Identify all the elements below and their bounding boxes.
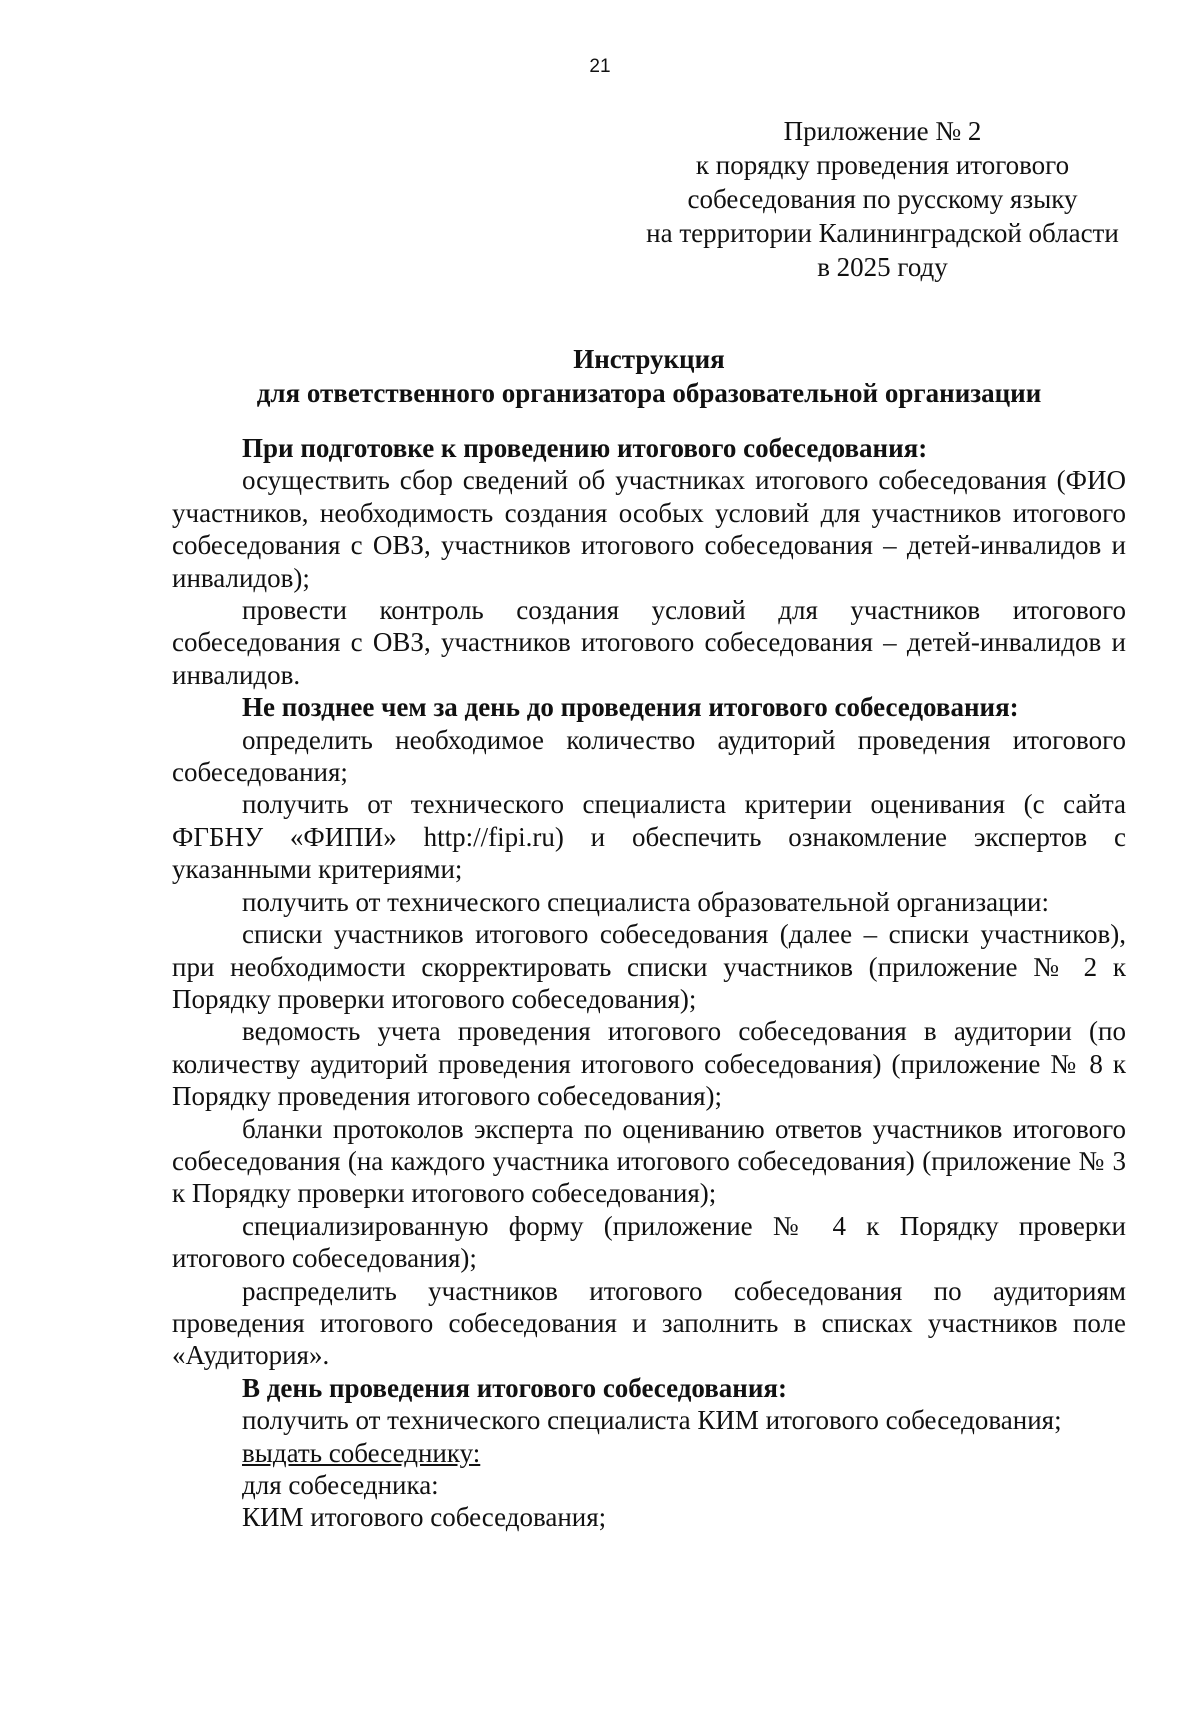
section-heading-exam-day: В день проведения итогового собеседования:	[242, 1372, 787, 1403]
paragraph: распределить участников итогового собеседования по аудиториям проведения итогового собеседования и заполнить в списках участников поле «Аудитория».	[172, 1275, 1126, 1371]
appendix-line: Приложение № 2	[783, 116, 982, 146]
paragraph: получить от технического специалиста образовательной организации:	[242, 886, 1049, 917]
appendix-line: к порядку проведения итогового	[695, 150, 1070, 180]
paragraph: получить от технического специалиста КИМ итогового собеседования;	[242, 1405, 1062, 1436]
underlined-text: выдать собеседнику:	[242, 1437, 481, 1468]
document-body	[172, 432, 1126, 1534]
appendix-header	[640, 114, 1125, 284]
paragraph: специализированную форму (приложение № 4 к Порядку проверки итогового собеседования);	[172, 1210, 1126, 1274]
paragraph: КИМ итогового собеседования;	[242, 1502, 607, 1533]
paragraph: списки участников итогового собеседования (далее – списки участников), при необходимости скорректировать списки участников (приложение № 2 к Порядку проверки итогового собеседования);	[172, 919, 1126, 1014]
paragraph: для собеседника:	[242, 1470, 439, 1500]
paragraph-underlined	[172, 1437, 1126, 1469]
section-heading-day-before: Не позднее чем за день до проведения итогового собеседования:	[242, 692, 1019, 723]
title-line-2: для ответственного организатора образовательной организации	[256, 378, 1042, 408]
appendix-line: на территории Калининградской области	[646, 218, 1119, 248]
title-line-1: Инструкция	[573, 344, 725, 374]
section-heading-preparation: При подготовке к проведению итогового собеседования:	[242, 433, 928, 463]
paragraph: бланки протоколов эксперта по оцениванию ответов участников итогового собеседования (на каждого участника итогового собеседования) (приложение № 3 к Порядку проверки итогового собеседования);	[172, 1113, 1126, 1209]
paragraph: получить от технического специалиста критерии оценивания (с сайта ФГБНУ «ФИПИ» http://fipi.ru) и обеспечить ознакомление экспертов с указанными критериями;	[172, 789, 1126, 885]
paragraph: ведомость учета проведения итогового собеседования в аудитории (по количеству аудиторий проведения итогового собеседования) (приложение № 8 к Порядку проведения итогового собеседования);	[172, 1016, 1126, 1112]
paragraph: осуществить сбор сведений об участниках итогового собеседования (ФИО участников, необходимость создания особых условий для участников итогового собеседования с ОВЗ, участников итогового собеседования – детей-инвалидов и инвалидов);	[172, 465, 1126, 593]
document-title	[172, 342, 1126, 410]
appendix-line: в 2025 году	[817, 252, 948, 282]
paragraph: определить необходимое количество аудиторий проведения итогового собеседования;	[172, 724, 1126, 788]
paragraph: провести контроль создания условий для участников итогового собеседования с ОВЗ, участников итогового собеседования – детей-инвалидов и инвалидов.	[172, 595, 1126, 690]
page-number: 21	[589, 56, 611, 77]
appendix-line: собеседования по русскому языку	[687, 184, 1078, 214]
